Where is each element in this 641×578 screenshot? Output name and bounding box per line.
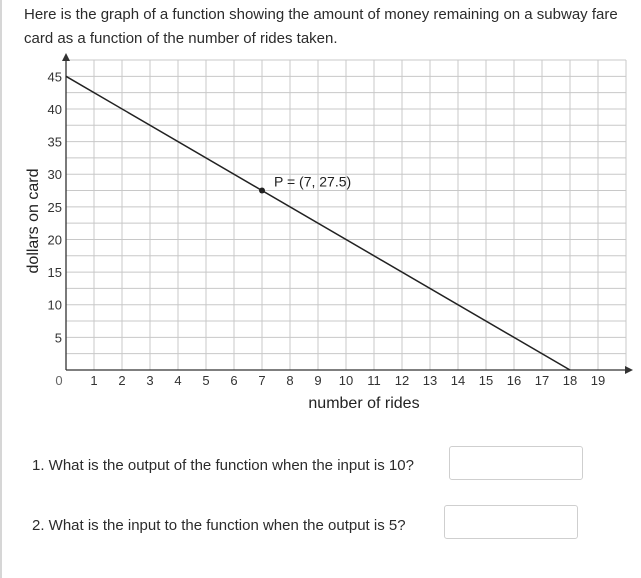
x-tick-label: 1: [90, 373, 98, 388]
x-axis-label: number of rides: [308, 395, 420, 412]
y-axis-label: dollars on card: [25, 168, 42, 274]
x-tick-label: 16: [506, 373, 522, 388]
question-1-answer-input[interactable]: [449, 446, 583, 480]
x-tick-label: 0: [55, 373, 63, 388]
x-tick-label: 19: [590, 373, 606, 388]
y-tick-label: 25: [47, 199, 62, 215]
x-tick-label: 14: [450, 373, 466, 388]
x-tick-label: 17: [534, 373, 550, 388]
y-tick-label: 20: [47, 232, 62, 248]
intro-text: Here is the graph of a function showing the amount of money remaining on a subway fare card as a function of the number of rides taken.: [24, 6, 618, 47]
x-tick-label: 6: [230, 373, 238, 388]
x-tick-label: 10: [338, 373, 354, 388]
x-tick-label: 7: [258, 373, 266, 388]
y-tick-label: 5: [54, 330, 62, 346]
y-tick-label: 10: [47, 297, 62, 313]
x-tick-label: 9: [314, 373, 322, 388]
question-2-text: 2. What is the input to the function when the output is 5?: [32, 517, 406, 534]
x-tick-label: 3: [146, 373, 154, 388]
x-tick-label: 12: [394, 373, 410, 388]
question-2-answer-input[interactable]: [444, 505, 578, 539]
x-tick-label: 13: [422, 373, 438, 388]
x-tick-label: 11: [367, 373, 381, 388]
y-axis-arrow: [62, 53, 70, 61]
y-tick-label: 35: [47, 134, 62, 150]
x-axis-arrow: [625, 366, 633, 374]
y-tick-label: 40: [47, 101, 62, 117]
x-tick-label: 2: [118, 373, 126, 388]
point-p-marker: [259, 188, 265, 194]
x-tick-label: 18: [562, 373, 578, 388]
question-1-text: 1. What is the output of the function when the input is 10?: [32, 457, 414, 474]
x-tick-label: 15: [478, 373, 494, 388]
y-tick-label: 30: [47, 167, 62, 183]
point-p-label: P = (7, 27.5): [274, 173, 352, 190]
x-tick-label: 8: [286, 373, 294, 388]
x-tick-label: 5: [202, 373, 210, 388]
y-tick-label: 45: [47, 69, 62, 85]
y-tick-label: 15: [47, 265, 62, 281]
x-tick-label: 4: [174, 373, 182, 388]
